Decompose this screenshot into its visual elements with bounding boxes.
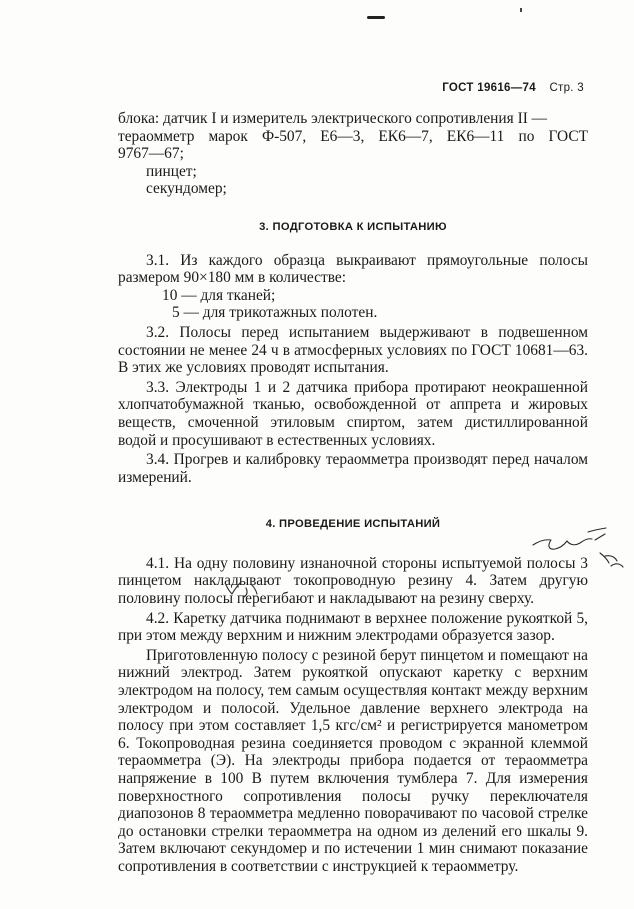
section-4-paragraph-1: 4.1. На одну половину изнаночной стороны испытуемой полосы 3 пинцетом накладывают токопроводную резину 4. Затем другую половину полосы перегибают и накладывают на резину сверху.: [118, 554, 588, 608]
intro-line-1: блока: датчик I и измеритель электрического сопротивления II —: [118, 110, 548, 127]
section-4-paragraph-2: 4.2. Каретку датчика поднимают в верхнее положение рукояткой 5, при этом между верхним и нижним электродами образуется зазор.: [118, 609, 588, 645]
document-body: [118, 110, 588, 876]
page-number: Стр. 3: [549, 82, 584, 94]
section-3-list-item-1: 10 — для тканей;: [162, 286, 276, 304]
section-3-paragraph-1: 3.1. Из каждого образца выкраивают прямоугольные полосы размером 90×180 мм в количестве:: [118, 251, 588, 287]
scan-mark: [367, 16, 385, 19]
intro-item-tweezers: пинцет;: [146, 162, 197, 180]
scan-dot: [520, 8, 522, 12]
intro-line-3: 9767—67;: [118, 145, 184, 163]
section-3-paragraph-4: 3.4. Прогрев и калибровку тераомметра производят перед началом измерений.: [118, 451, 588, 486]
section-3-paragraph-2: 3.2. Полосы перед испытанием выдерживают в подвешенном состоянии не менее 24 ч в атмосферных условиях по ГОСТ 10681—63. В этих же условиях проводят испытания.: [118, 323, 588, 377]
section-3-paragraph-3: 3.3. Электроды 1 и 2 датчика прибора протирают неокрашенной хлопчатобумажной тканью, освобожденной от аппрета и жировых веществ, смоченной этиловым спиртом, затем дистиллированной водой и просушивают в естественных условиях.: [118, 378, 588, 449]
handwritten-note-2: [588, 528, 606, 540]
standard-number: ГОСТ 19616—74: [442, 82, 536, 94]
section-4-paragraph-3: Приготовленную полосу с резиной берут пинцетом и помещают на нижний электрод. Затем рукояткой опускают каретку с верхним электродом на полосу, тем самым осуществляя контакт между верхним электродом и полосой. Удельное давление верхнего электрода на полосу при этом составляет 1,5 кгс/см² и регистрируется манометром 6. Токопроводная резина соединяется проводом с экранной клеммой тераомметра (Э). На электроды прибора подается от тераомметра напряжение в 100 В путем включения тумблера 7. Для измерения поверхностного сопротивления полосы ручку переключателя диапозонов 8 тераомметра медленно поворачивают по часовой стрелке до остановки стрелки тераомметра на одном из делений его шкалы 9. Затем включают секундомер и по истечении 1 мин снимают показание сопротивления в соответствии с инструкцией к тераомметру.: [118, 646, 588, 875]
section-4-title: 4. ПРОВЕДЕНИЕ ИСПЫТАНИЙ: [265, 518, 441, 531]
intro-item-stopwatch: секундомер;: [146, 180, 227, 198]
intro-line-2: тераомметр марок Ф-507, Е6—3, ЕК6—7, ЕК6—11 по ГОСТ: [118, 127, 588, 145]
section-3-title: 3. ПОДГОТОВКА К ИСПЫТАНИЮ: [259, 220, 447, 233]
page-header: [442, 82, 584, 94]
handwritten-note-3: [600, 553, 623, 567]
section-3-list-item-2: 5 — для трикотажных полотен.: [172, 304, 378, 322]
